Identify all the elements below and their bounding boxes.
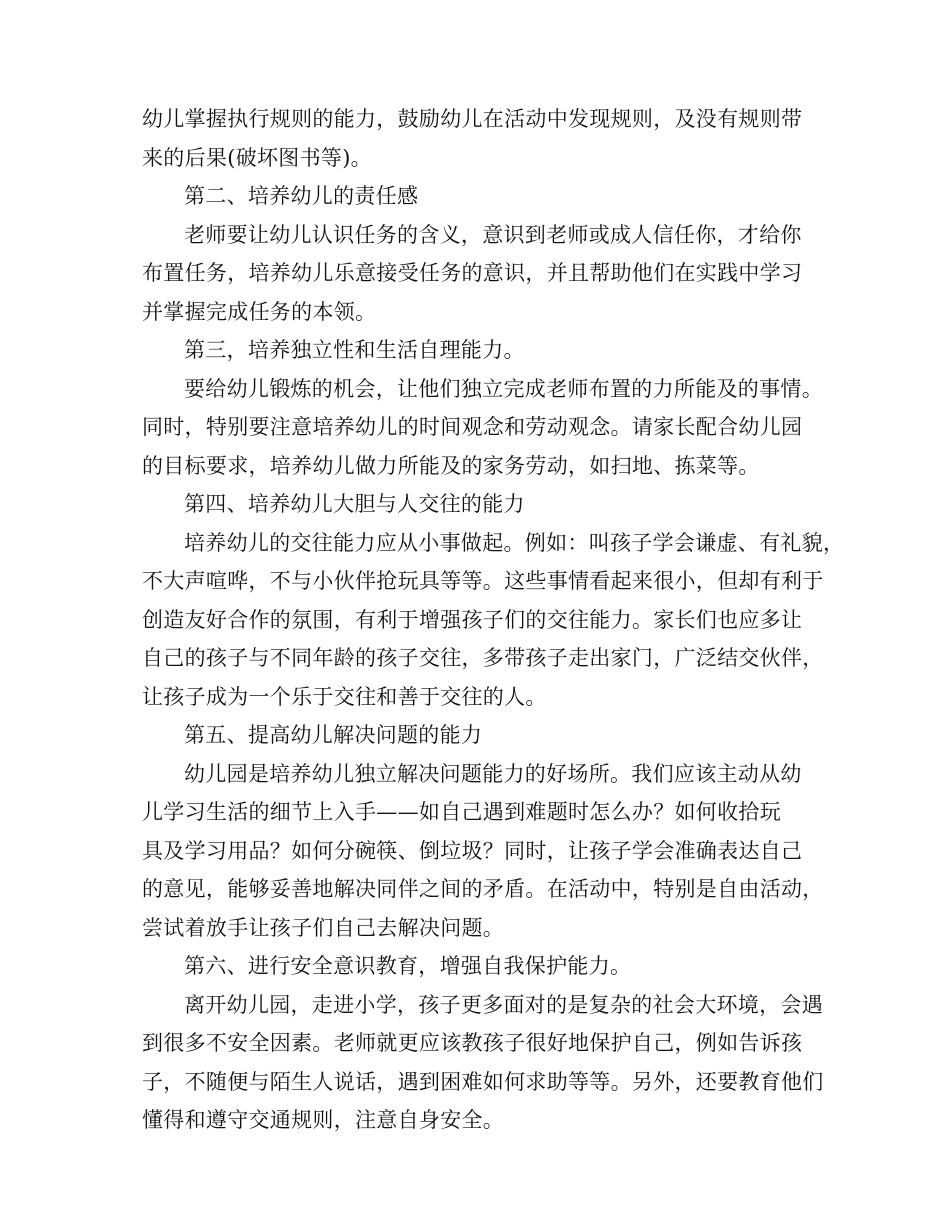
text-line: 儿学习生活的细节上入手——如自己遇到难题时怎么办？如何收拾玩 bbox=[142, 800, 781, 824]
text-line: 懂得和遵守交通规则，注意自身安全。 bbox=[142, 1108, 505, 1132]
text-line: 具及学习用品？如何分碗筷、倒垃圾？同时，让孩子学会准确表达自己 bbox=[142, 838, 803, 863]
heading-line: 第三，培养独立性和生活自理能力。 bbox=[184, 338, 525, 362]
section-heading-safety bbox=[142, 947, 832, 986]
heading-line: 第二、培养幼儿的责任感 bbox=[184, 184, 419, 208]
text-line: 创造友好合作的氛围，有利于增强孩子们的交往能力。家长们也应多让 bbox=[142, 607, 803, 632]
text-line: 布置任务，培养幼儿乐意接受任务的意识，并且帮助他们在实践中学习 bbox=[142, 261, 803, 285]
text-line: 老师要让幼儿认识任务的含义，意识到老师或成人信任你，才给你 bbox=[184, 222, 802, 247]
text-line: 子，不随便与陌生人说话，遇到困难如何求助等等。另外，还要教育他们 bbox=[142, 1069, 824, 1094]
text-line: 并掌握完成任务的本领。 bbox=[142, 299, 377, 324]
paragraph-problem-solving bbox=[142, 755, 832, 948]
paragraph-safety bbox=[142, 986, 832, 1140]
paragraph-social-skills bbox=[142, 524, 845, 717]
text-line: 同时，特别要注意培养幼儿的时间观念和劳动观念。请家长配合幼儿园 bbox=[142, 415, 803, 439]
heading-line: 第四、培养幼儿大胆与人交往的能力 bbox=[184, 492, 525, 516]
section-heading-independence bbox=[142, 331, 832, 370]
text-line: 的目标要求，培养幼儿做力所能及的家务劳动，如扫地、拣菜等。 bbox=[142, 453, 760, 478]
paragraph-responsibility bbox=[142, 216, 832, 332]
text-line: 来的后果(破坏图书等)。 bbox=[142, 145, 372, 170]
text-line: 让孩子成为一个乐于交往和善于交往的人。 bbox=[142, 684, 547, 709]
heading-line: 第五、提高幼儿解决问题的能力 bbox=[184, 723, 483, 747]
paragraph-rules-continued bbox=[142, 100, 832, 177]
section-heading-problem-solving bbox=[142, 716, 832, 755]
text-line: 幼儿园是培养幼儿独立解决问题能力的好场所。我们应该主动从幼 bbox=[184, 761, 802, 786]
heading-line: 第六、进行安全意识教育，增强自我保护能力。 bbox=[184, 954, 632, 978]
section-heading-social-skills bbox=[142, 485, 832, 524]
text-line: 自己的孩子与不同年龄的孩子交往，多带孩子走出家门，广泛结交伙伴， bbox=[142, 646, 824, 670]
text-line: 要给幼儿锻炼的机会，让他们独立完成老师布置的力所能及的事情。 bbox=[184, 376, 823, 401]
document-page bbox=[142, 100, 845, 1140]
text-line: 的意见，能够妥善地解决同伴之间的矛盾。在活动中，特别是自由活动， bbox=[142, 877, 824, 901]
text-line: 不大声喧哗，不与小伙伴抢玩具等等。这些事情看起来很小，但却有利于 bbox=[142, 569, 824, 593]
paragraph-independence bbox=[142, 370, 832, 486]
text-line: 到很多不安全因素。老师就更应该教孩子很好地保护自己，例如告诉孩 bbox=[142, 1031, 803, 1055]
section-heading-responsibility bbox=[142, 177, 832, 216]
text-line: 离开幼儿园，走进小学，孩子更多面对的是复杂的社会大环境，会遇 bbox=[184, 992, 823, 1017]
text-line: 培养幼儿的交往能力应从小事做起。例如：叫孩子学会谦虚、有礼貌， bbox=[184, 530, 845, 555]
text-line: 尝试着放手让孩子们自己去解决问题。 bbox=[142, 915, 505, 940]
text-line: 幼儿掌握执行规则的能力，鼓励幼儿在活动中发现规则，及没有规则带 bbox=[142, 107, 803, 131]
